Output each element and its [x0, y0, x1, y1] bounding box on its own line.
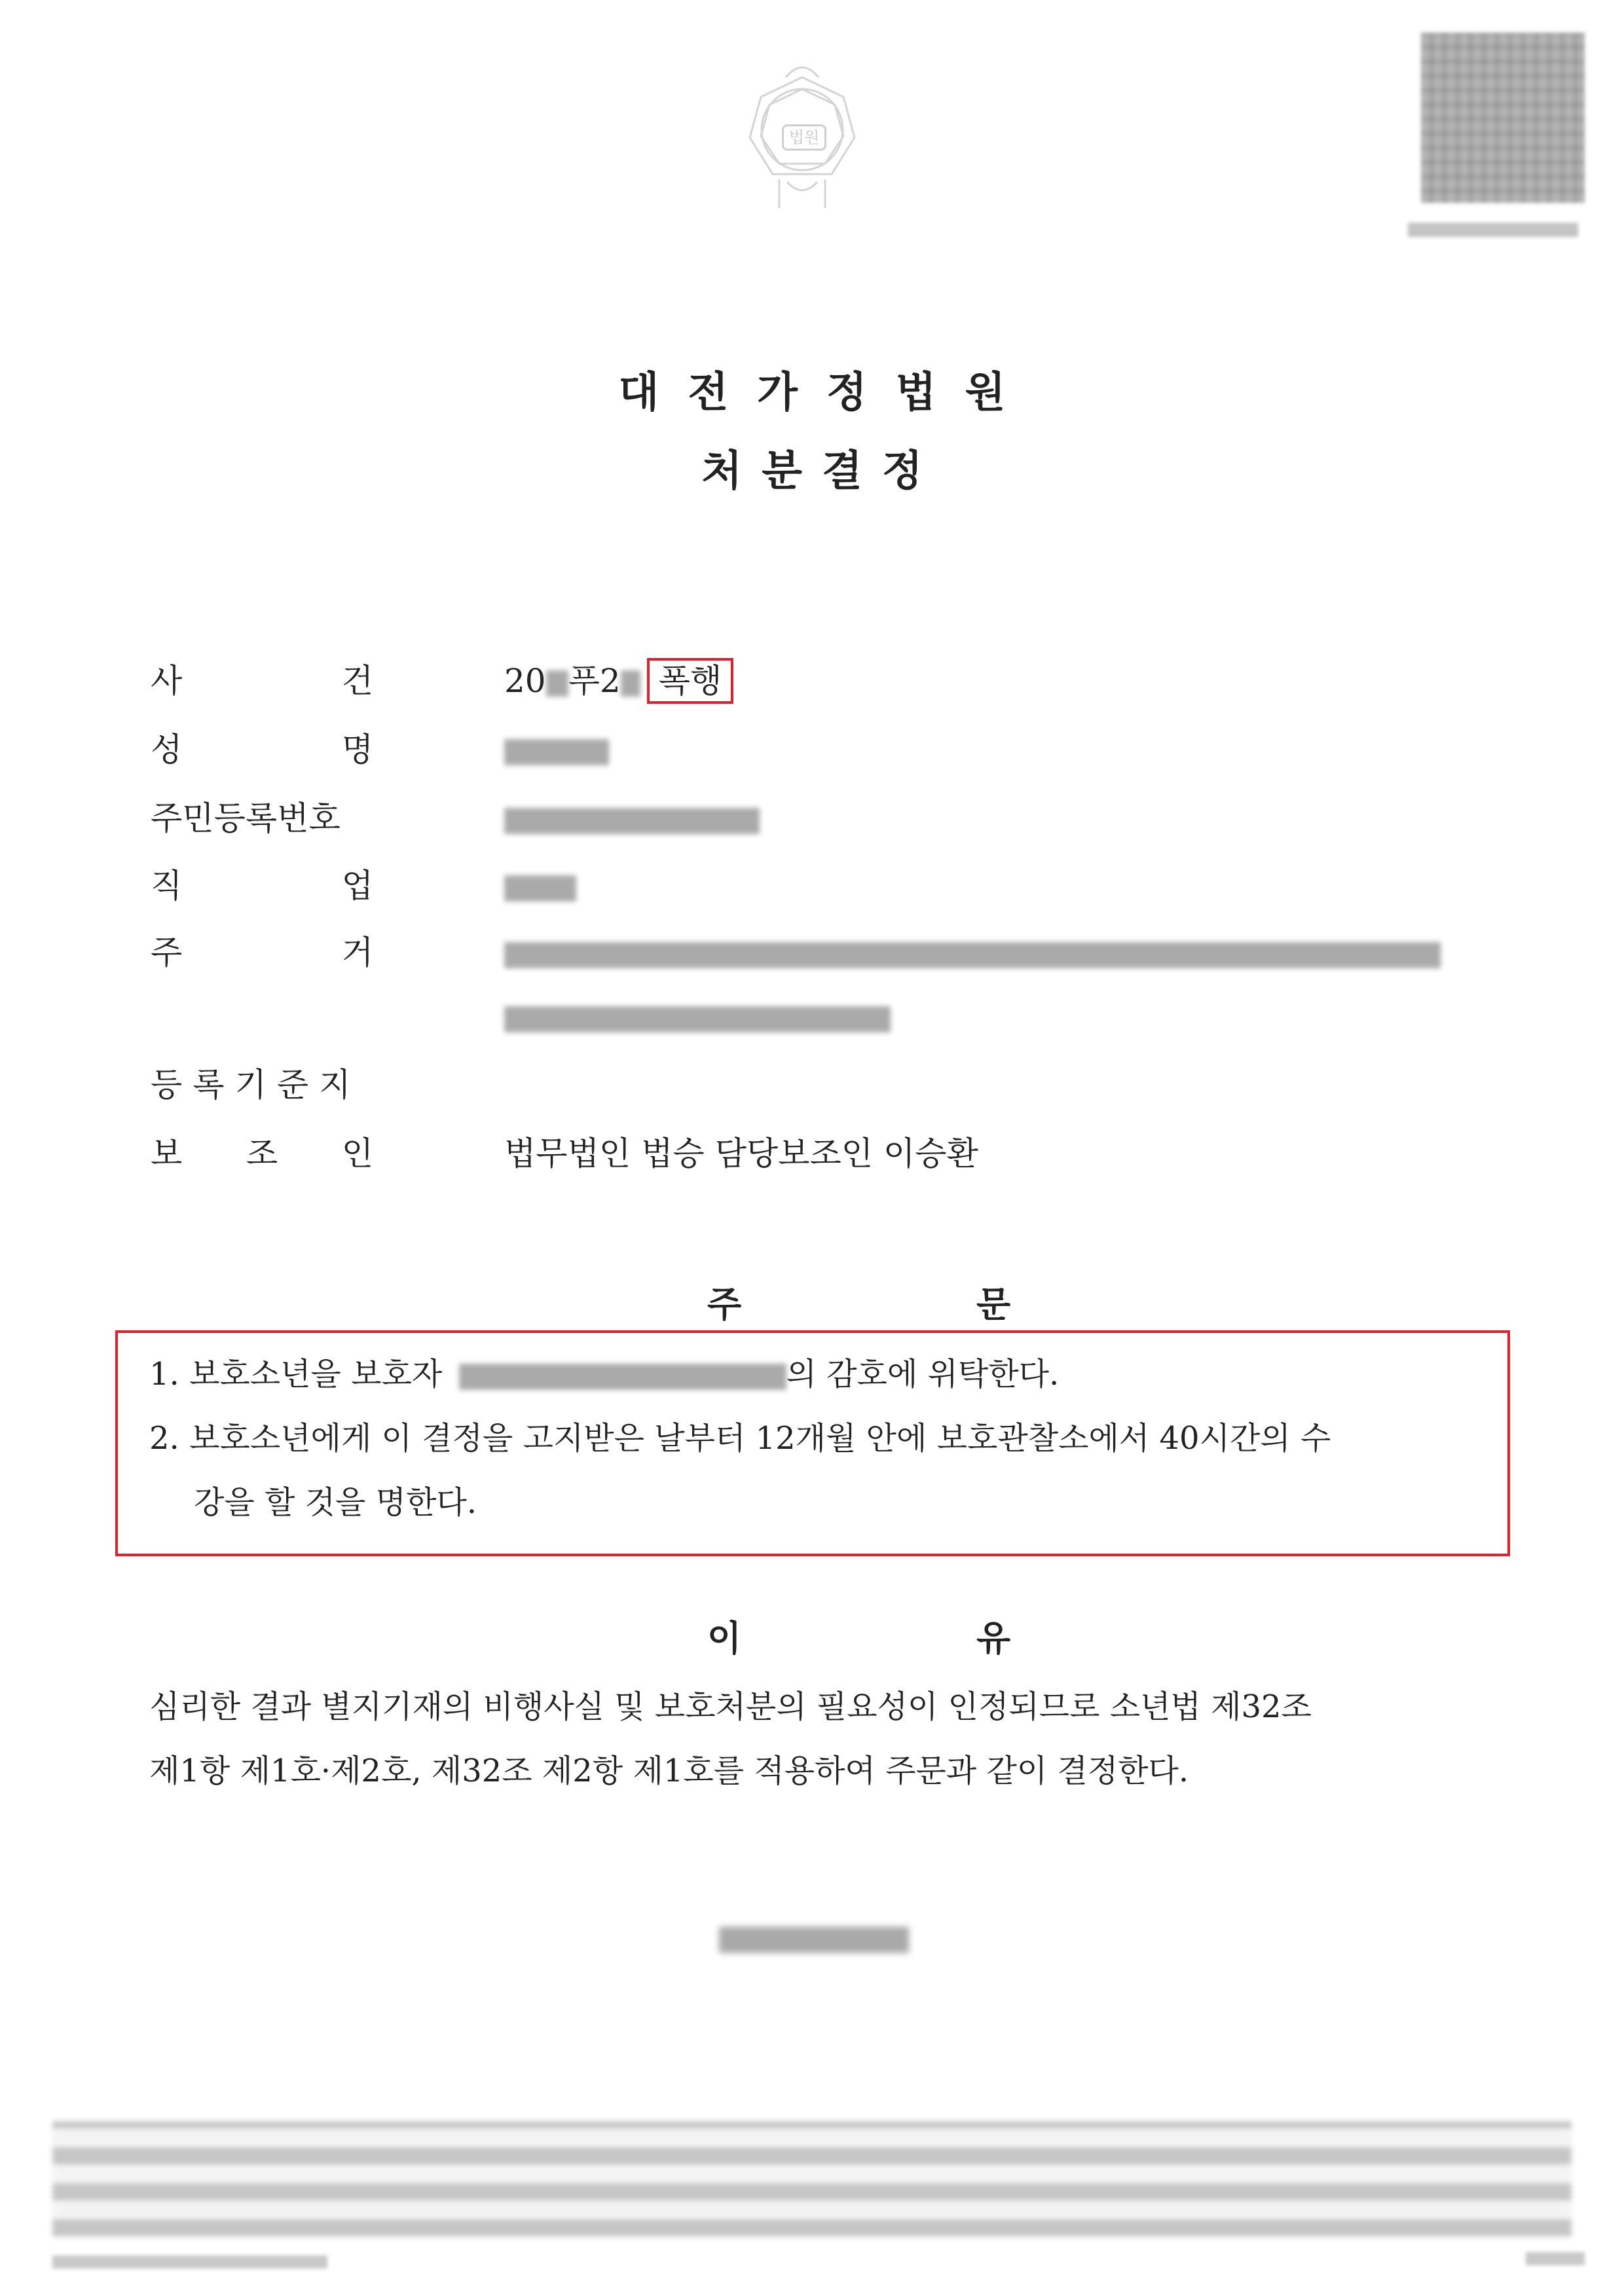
field-label-name [151, 727, 373, 773]
qr-caption [1408, 223, 1578, 237]
field-label-occupation [151, 863, 373, 909]
label-char: 성 [151, 731, 183, 769]
case-name-highlight: 폭행 [647, 658, 734, 704]
field-value-case [504, 658, 733, 704]
case-number-prefix: 20 [504, 662, 546, 700]
court-seal [733, 51, 871, 221]
field-value-name [504, 727, 609, 773]
redacted-name [504, 739, 609, 765]
field-label-assistant [151, 1131, 373, 1176]
label-char: 주 [151, 934, 183, 972]
redacted-address-line1 [504, 942, 1441, 968]
court-seal-text: 법원 [782, 124, 826, 151]
redacted-page-number [1526, 2252, 1585, 2265]
label-char: 직 [151, 867, 183, 905]
redacted-address-line2 [504, 1006, 891, 1032]
order-item-1 [149, 1342, 1059, 1406]
field-value-assistant: 법무법인 법승 담당보조인 이승환 [504, 1135, 978, 1173]
redacted-guardian [459, 1364, 786, 1390]
redacted-footer-id [52, 2255, 327, 2269]
label-char: 보 [151, 1135, 183, 1173]
field-label-resident-number: 주민등록번호 [151, 799, 341, 837]
redacted-resident-number [504, 808, 760, 834]
reason-line-2: 제1항 제1호·제2호, 제32조 제2항 제1호를 적용하여 주문과 같이 결정한다. [149, 1753, 1189, 1789]
field-value-resident-number [504, 795, 760, 841]
label-char: 거 [341, 934, 373, 972]
label-char: 건 [341, 662, 373, 700]
label-char: 인 [341, 1135, 373, 1173]
field-value-occupation [504, 863, 576, 909]
court-name: 대전가정법원 [618, 369, 1035, 417]
label-char: 조 [246, 1135, 278, 1173]
order-heading: 주 문 [707, 1284, 1122, 1325]
address-line2 [504, 1006, 891, 1032]
redacted-date [719, 1927, 909, 1953]
label-char: 명 [341, 731, 373, 769]
order-item-1-text-post: 의 감호에 위탁한다. [786, 1356, 1060, 1393]
redacted-occupation [504, 875, 576, 902]
order-item-1-number: 1. [149, 1356, 179, 1393]
case-number-mid: 푸2 [568, 662, 621, 700]
redacted-text [621, 670, 640, 697]
order-item-2-line2: 강을 할 것을 명한다. [194, 1484, 477, 1521]
reason-line-1: 심리한 결과 별지기재의 비행사실 및 보호처분의 필요성이 인정되므로 소년법 제32조 [149, 1688, 1312, 1725]
order-item-2-number: 2. [149, 1420, 179, 1457]
qr-code [1421, 33, 1585, 203]
field-label-case [151, 658, 373, 704]
field-label-registration-base: 등록기준지 [151, 1066, 361, 1104]
order-item-2-line1 [149, 1406, 1331, 1470]
field-value-address [504, 930, 1441, 975]
redacted-text [546, 670, 568, 697]
redacted-footer-notice [52, 2121, 1572, 2236]
field-label-address [151, 930, 373, 975]
label-char: 업 [341, 867, 373, 905]
document-title: 처분결정 [701, 447, 942, 496]
label-char: 사 [151, 662, 183, 700]
order-item-2-text: 보호소년에게 이 결정을 고지받은 날부터 12개월 안에 보호관찰소에서 40시간의 수 [189, 1420, 1331, 1457]
order-item-1-text-pre: 보호소년을 보호자 [189, 1356, 443, 1393]
reason-heading: 이 유 [707, 1618, 1122, 1659]
